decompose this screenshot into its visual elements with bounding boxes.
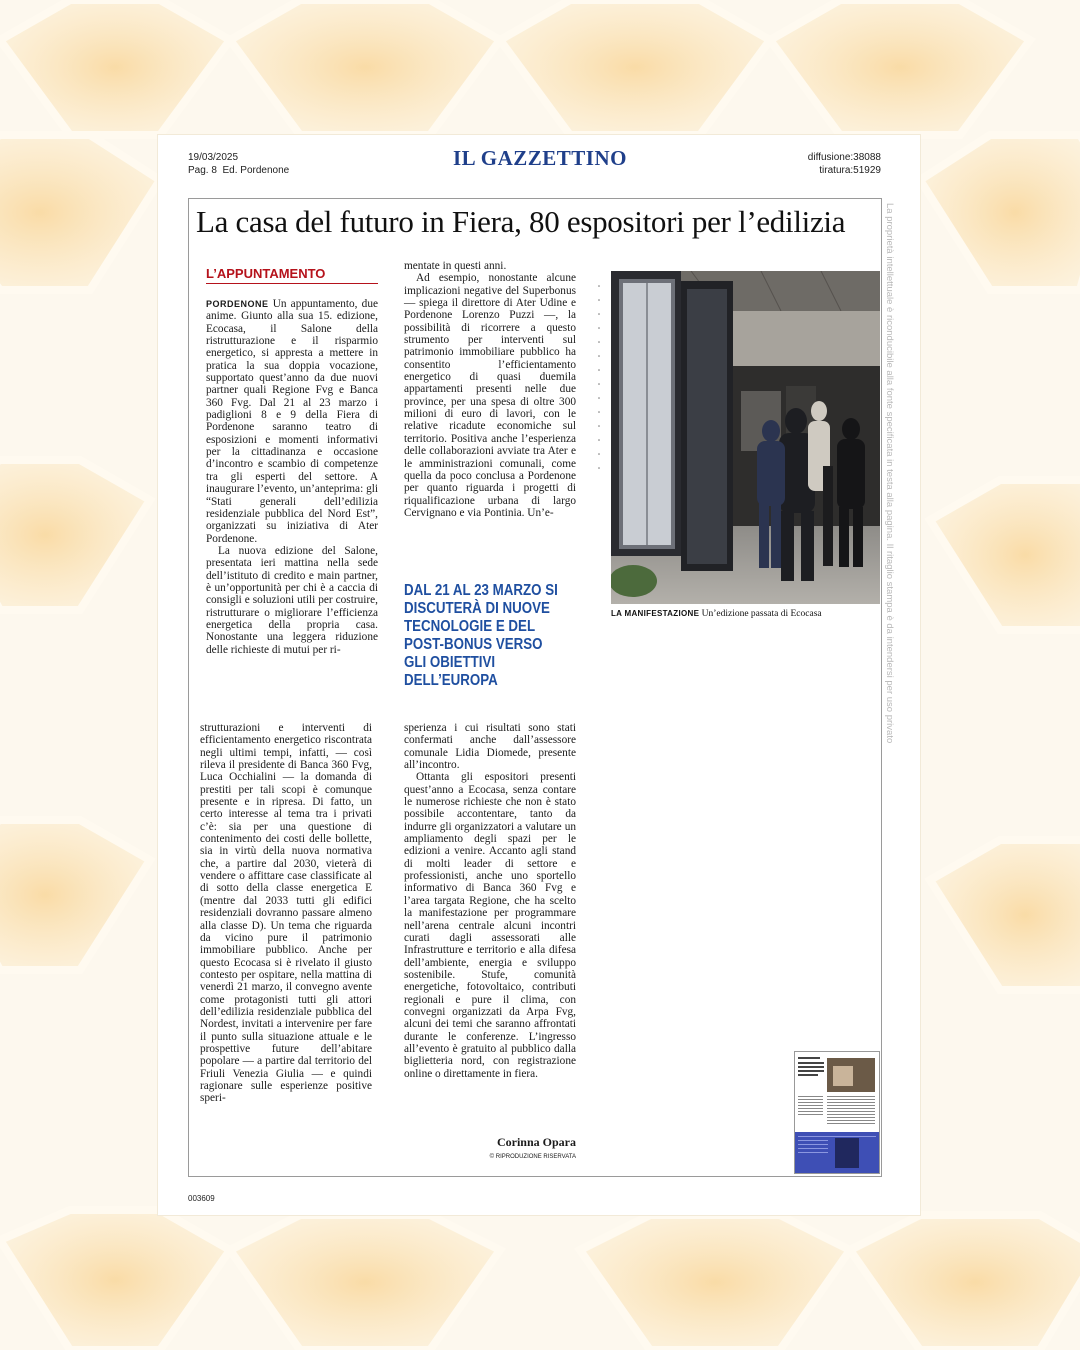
- paragraph: La nuova edizione del Salone, presentata ieri mattina nella sede dell’istituto di credito e main partner, è un’opportunità per chi è a caccia di consigli e soluzioni utili per costruire, ristrutturare o migliorare l’efficienza energetica della propria casa. Nonostante una leggera riduzione delle richieste di mutui per ri-: [206, 544, 378, 656]
- article-column-2: [404, 260, 576, 519]
- edition-label: Ed. Pordenone: [222, 165, 290, 176]
- paragraph: sperienza i cui risultati sono stati confermati anche dall’assessore comunale Lidia Diomede, presente all’incontro.: [404, 722, 576, 772]
- article-column-3: [200, 722, 372, 1105]
- rights-side-notice: [883, 203, 897, 793]
- paragraph: strutturazioni e interventi di efficientamento energetico riscontrata negli ultimi tempi, infatti, — così rileva il presidente di Banca 360 Fvg, Luca Occhialini — la domanda di prestiti per tali scopi è comunque presente e in ripresa. Di fatto, un certo interesse al tema tra i privati c’è: sia per una questione di contenimento dei costi delle bollette, sia in virtù della nuova normativa che, a partire dal 2030, vieterà di vendere o affittare case classificate al di sotto della classe energetica E (mentre dal 2033 tutti gli edifici residenziali dovranno passare almeno alla classe D). Un tema che riguarda da vicino pure il patrimonio immobiliare pubblico. Anche per questo Ecocasa si è rivelato il giusto contesto per ospitare, nella mattina di venerdì 21 marzo, il convegno avente come protagonisti tutti gli attori dell’edilizia residenziale pubblica del Nordest, invitati a intervenire per fare il punto sulla situazione attuale e le prospettive future dell’abitare popolare — a partire dal territorio del Friuli Venezia Giulia — e quindi ragionare sulle esperienze positive speri-: [200, 722, 372, 1105]
- page-thumbnail-image: [795, 1052, 879, 1173]
- exhibition-photo-illustration: [611, 271, 880, 604]
- dotted-separator: [597, 282, 601, 472]
- article-column-1: [206, 298, 378, 656]
- article-column-4: [404, 722, 576, 1080]
- footer-code: 003609: [188, 1194, 215, 1203]
- publication-date: 19/03/2025: [188, 152, 239, 163]
- side-notice-text: La proprietà intellettuale è riconducibile alla fonte specificata in testa alla pagina. Il ritaglio stampa è da intendersi per uso privato: [884, 203, 895, 744]
- author-signature: Corinna Opara: [496, 1135, 576, 1149]
- header-right: [808, 151, 881, 177]
- paragraph: Ad esempio, nonostante alcune implicazioni negative del Superbonus — spiega il direttore di Ater Udine e Pordenone Lorenzo Puzzi —, la possibilità di ricorrere a questo strumento per interventi sul patrimonio immobiliare pubblico ha consentito l’efficientamento energetico di quasi duemila appartamenti presenti nelle due province, per una spesa di oltre 300 milioni di euro di lavori, con le relative ricadute economiche sul territorio. Positiva anche l’esperienza delle collaborazioni avviate tra Ater e le amministrazioni comunali, come quella da poco conclusa a Pordenone per quanto riguarda i progetti di riqualificazione urbana di largo Cervignano e via Pontinia. Un’e-: [404, 272, 576, 519]
- caption-label: LA MANIFESTAZIONE: [611, 609, 700, 618]
- page-number: Pag. 8: [188, 165, 217, 176]
- article-headline: La casa del futuro in Fiera, 80 espositori per l’edilizia: [196, 204, 846, 239]
- paragraph: Ottanta gli espositori presenti quest’anno a Ecocasa, senza contare le numerose richieste che non è stato possibile accontentare, tanto da indurre gli organizzatori a valutare un ampliamento degli spazi per le edizioni a venire. Accanto agli stand di molti leader di settore e professionisti, anche uno sportello informativo di Banca 360 Fvg e l’area targata Regione, che ha scelto la manifestazione per programmare nell’arena centrale alcuni incontri curati dagli assessorati alle Infrastrutture e territorio e alla difesa dell’ambiente, energia e sviluppo sostenibile. Stufe, comunità energetiche, fotovoltaico, contributi regionali e pure il clima, con convegni organizzati da Arpa Fvg, alcuni dei temi che saranno affrontati durante le conferenze. L’ingresso all’evento è gratuito al pubblico dalla biglietteria nord, con registrazione online o direttamente in fiera.: [404, 771, 576, 1080]
- photo-caption: [611, 608, 880, 620]
- paragraph: mentate in questi anni.: [404, 260, 507, 272]
- page-thumbnail: [794, 1051, 880, 1174]
- caption-text: Un’edizione passata di Ecocasa: [699, 609, 822, 619]
- rights-notice: © RIPRODUZIONE RISERVATA: [489, 1154, 576, 1160]
- article-photo: [611, 271, 880, 604]
- circulation-count: tiratura:51929: [819, 165, 881, 176]
- dateline: PORDENONE: [206, 299, 269, 309]
- diffusion-count: diffusione:38088: [807, 152, 881, 163]
- masthead-logo: IL GAZZETTINO: [453, 146, 627, 170]
- article-kicker: L’APPUNTAMENTO: [206, 266, 378, 284]
- pull-quote: DAL 21 AL 23 MARZO SI DISCUTERÀ DI NUOVE TECNOLOGIE E DEL POST-BONUS VERSO GLI OBIETTIVI DELL’EUROPA: [404, 582, 558, 689]
- header-left: [188, 151, 289, 177]
- paragraph: Un appuntamento, due anime. Giunto alla sua 15. edizione, Ecocasa, il Salone della ristrutturazione e il risparmio energetico, si appresta a mettere in pratica la sua doppia vocazione, supportato quest’anno da due nuovi partner quali Regione Fvg e Banca 360 Fvg. Dal 21 al 23 marzo i padiglioni 8 e 9 della Fiera di Pordenone saranno teatro di esposizioni e momenti informativi per la cittadinanza e occasione d’incontro e scambio di competenze tra gli esperti del settore. A inaugurare l’evento, un’anteprima: gli “Stati generali dell’edilizia residenziale pubblica del Nord Est”, organizzati su iniziativa di Ater Pordenone.: [206, 298, 378, 545]
